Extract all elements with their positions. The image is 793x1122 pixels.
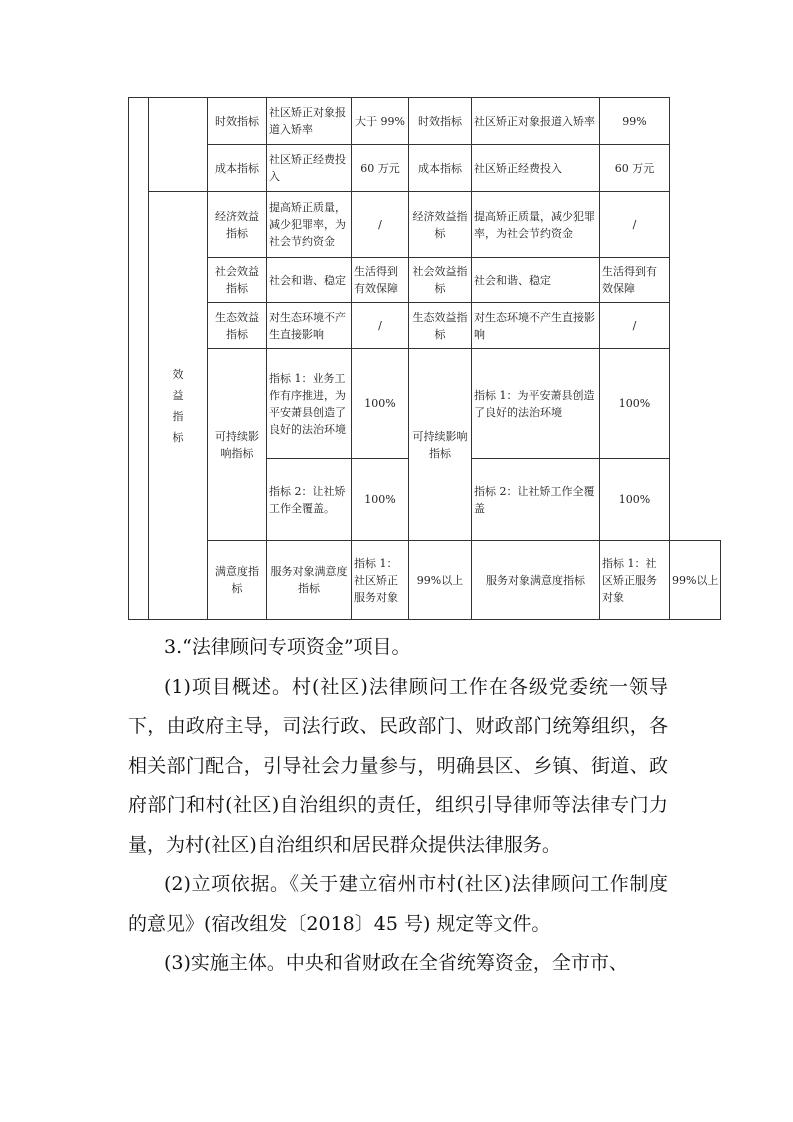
indicator-value-cell: 99%以上 xyxy=(409,541,472,620)
indicator-name-cell: 时效指标 xyxy=(208,98,267,145)
indicator-name-cell: 社会效益指标 xyxy=(208,258,267,303)
indicator-name-cell: 生态效益指标 xyxy=(409,303,472,349)
indicator-content-cell: 指标 2：让社矫工作全覆盖 xyxy=(472,459,600,541)
indicator-name-cell: 服务对象满意度指标 xyxy=(472,541,600,620)
table-row-cost xyxy=(129,145,721,192)
indicator-value-cell: 生活得到有效保障 xyxy=(352,258,409,303)
indicator-name-cell: 社会效益指标 xyxy=(409,258,472,303)
indicator-content-cell: 提高矫正质量，减少犯罪率，为社会节约资金 xyxy=(267,192,352,258)
indicator-value-cell: 60 万元 xyxy=(352,145,409,192)
satisfaction-category-cell: 满意度指标 xyxy=(208,541,267,620)
indicator-value-cell: 100% xyxy=(600,459,670,541)
body-text xyxy=(128,628,668,984)
paragraph-overview: (1)项目概述。村(社区)法律顾问工作在各级党委统一领导下，由政府主导，司法行政、民政部门、财政部门统筹组织，各相关部门配合，引导社会力量参与，明确县区、乡镇、街道、政府部门和村(社区)自治组织的责任，组织引导律师等法律专门力量，为村(社区)自治组织和居民群众提供法律服务。 xyxy=(128,675,668,856)
indicator-value-cell: 99%以上 xyxy=(670,541,721,620)
table-row-timeliness xyxy=(129,98,721,145)
indicator-value-cell: 大于 99% xyxy=(352,98,409,145)
table-row-sustain-1 xyxy=(129,349,721,459)
indicator-value-cell: 99% xyxy=(600,98,670,145)
indicator-content-cell: 社区矫正经费投入 xyxy=(267,145,352,192)
benefit-label-char: 指 xyxy=(172,409,184,423)
indicator-value-cell: 100% xyxy=(352,349,409,459)
indicator-value-cell: 生活得到有效保障 xyxy=(600,258,670,303)
indicator-content-cell: 指标 1：社区矫正服务对象 xyxy=(352,541,409,620)
table-row-satisfaction xyxy=(129,541,721,620)
indicator-name-cell: 服务对象满意度指标 xyxy=(267,541,352,620)
indicator-content-cell: 社区矫正对象报道入矫率 xyxy=(267,98,352,145)
indicator-content-cell: 社会和谐、稳定 xyxy=(472,258,600,303)
performance-indicator-table xyxy=(128,97,721,620)
indicator-value-cell: / xyxy=(352,303,409,349)
section-heading: 3.“法律顾问专项资金”项目。 xyxy=(164,636,411,658)
indicator-name-cell: 成本指标 xyxy=(409,145,472,192)
benefit-label-char: 标 xyxy=(172,430,184,444)
paragraph-basis: (2)立项依据。《关于建立宿州市村(社区)法律顾问工作制度的意见》(宿改组发〔2018〕45 号) 规定等文件。 xyxy=(128,873,668,935)
indicator-content-cell: 对生态环境不产生直接影响 xyxy=(472,303,600,349)
benefit-indicator-cell xyxy=(149,192,208,620)
indicator-name-cell: 经济效益指标 xyxy=(208,192,267,258)
indicator-content-cell: 社区矫正经费投入 xyxy=(472,145,600,192)
table-row-ecological xyxy=(129,303,721,349)
indicator-content-cell: 指标 2：让社矫工作全覆盖。 xyxy=(267,459,352,541)
indicator-content-cell: 社会和谐、稳定 xyxy=(267,258,352,303)
indicator-value-cell: 100% xyxy=(352,459,409,541)
indicator-name-cell: 时效指标 xyxy=(409,98,472,145)
indicator-name-cell: 可持续影响指标 xyxy=(409,349,472,541)
indicator-value-cell: / xyxy=(352,192,409,258)
table-row-social xyxy=(129,258,721,303)
indicator-value-cell: / xyxy=(600,303,670,349)
paragraph-implementer: (3)实施主体。中央和省财政在全省统筹资金，全市市、 xyxy=(164,952,628,974)
indicator-content-cell: 指标 1：社区矫正服务对象 xyxy=(600,541,670,620)
indicator-content-cell: 指标 1：业务工作有序推进，为平安萧县创造了良好的法治环境 xyxy=(267,349,352,459)
table-col-left-blank xyxy=(129,98,149,620)
benefit-label-char: 益 xyxy=(172,388,184,402)
indicator-value-cell: 60 万元 xyxy=(600,145,670,192)
indicator-value-cell: / xyxy=(600,192,670,258)
indicator-content-cell: 指标 1：为平安萧县创造了良好的法治环境 xyxy=(472,349,600,459)
indicator-name-cell: 经济效益指标 xyxy=(409,192,472,258)
indicator-name-cell: 成本指标 xyxy=(208,145,267,192)
indicator-name-cell: 可持续影响指标 xyxy=(208,349,267,541)
table-row-economic xyxy=(129,192,721,258)
indicator-content-cell: 提高矫正质量，减少犯罪率，为社会节约资金 xyxy=(472,192,600,258)
benefit-label-char: 效 xyxy=(172,367,184,381)
indicator-content-cell: 对生态环境不产生直接影响 xyxy=(267,303,352,349)
indicator-name-cell: 生态效益指标 xyxy=(208,303,267,349)
indicator-value-cell: 100% xyxy=(600,349,670,459)
indicator-content-cell: 社区矫正对象报道入矫率 xyxy=(472,98,600,145)
output-indicator-cell xyxy=(149,98,208,192)
